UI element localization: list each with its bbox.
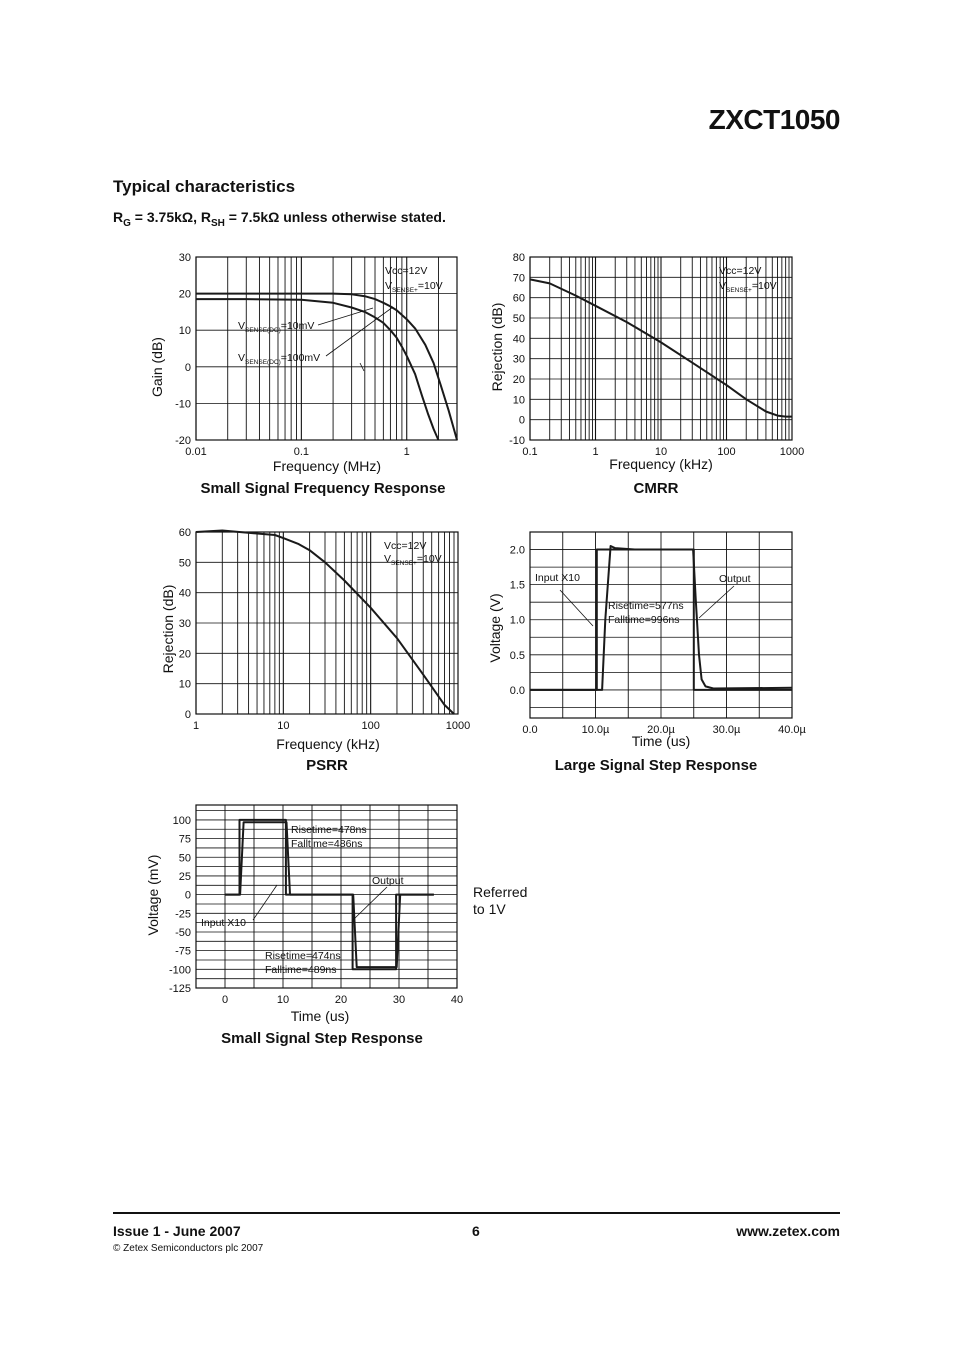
ann-rise2: Risetime=474ns [265,950,341,962]
y-axis-label: Voltage (mV) [145,854,161,936]
x-tick-label-0: 0.01 [185,446,207,458]
footer-website-link[interactable]: www.zetex.com [736,1223,840,1239]
chart-large-signal-step-response [480,520,820,780]
x-tick-label-0: 0.1 [522,446,538,458]
y-tick-label-0: 100 [172,814,191,827]
ann-c1-val: =10mV [280,320,315,332]
ann-vsense [385,280,443,294]
page-number: 6 [472,1223,480,1239]
ann-output: Output [719,573,751,585]
x-axis-label: Frequency (kHz) [276,736,380,752]
ann-vsense [384,553,442,567]
x-tick-label-1: 10 [277,720,290,732]
y-tick-label-7: 10 [512,394,525,407]
y-tick-label-9: -10 [509,435,525,447]
ann-fall2: Falltime=489ns [265,964,337,976]
ann-v: V [719,280,727,292]
ann-input: Input X10 [201,917,246,929]
ann-rise1: Risetime=478ns [291,824,367,836]
y-tick-label-3: 0 [184,361,191,374]
y-tick-label-4: 0 [184,889,191,902]
x-tick-label-4: 40.0µ [778,724,806,736]
y-tick-label-5: -25 [175,908,191,921]
chart-title: Large Signal Step Response [554,757,758,774]
x-tick-label-1: 1 [592,446,599,458]
referred-line-2: to 1V [473,901,506,917]
chart-title: CMRR [633,480,679,497]
x-tick-label-2: 100 [361,720,380,732]
x-tick-label-2: 20.0µ [647,724,675,736]
ann-v-sub: SENSE+ [726,287,752,294]
ann-v-val: =10V [417,280,443,292]
y-tick-label-0: 30 [178,252,191,264]
y-axis-label: Voltage (V) [487,593,503,663]
chart-cmrr [480,245,820,505]
y-tick-label-8: 0 [518,414,525,427]
y-tick-label-9: -125 [168,983,191,995]
y-tick-label-1: 70 [512,272,525,285]
ann-v: V [385,280,393,292]
y-tick-label-4: 40 [512,333,525,346]
y-tick-label-0: 80 [512,252,525,264]
ann-c2-sub: SENSE(DC) [245,359,281,366]
cond-rg: R [113,209,124,225]
ann-v-val: =10V [416,553,442,565]
y-tick-label-2: 40 [178,587,191,600]
cond-rg-sub: G [123,217,131,229]
chart-title: Small Signal Frequency Response [200,480,446,497]
ann-c1-v: V [238,320,246,332]
leader-input [253,885,277,920]
y-tick-label-2: 50 [178,852,191,865]
section-title: Typical characteristics [113,177,296,196]
ann-c2-val: =100mV [280,352,321,364]
y-tick-label-3: 25 [178,870,191,883]
y-tick-label-5: 30 [512,353,525,366]
x-tick-label-4: 40 [450,994,464,1006]
x-tick-label-2: 1 [403,446,410,458]
ann-rise: Risetime=577ns [608,600,684,612]
ann-vcc: Vcc=12V [385,265,428,277]
ann-vcc: Vcc=12V [384,540,427,552]
ann-fall: Falltime=996ns [608,614,680,626]
leader-input [560,590,593,626]
ann-fall1: Falltime=486ns [291,838,363,850]
x-tick-label-3: 100 [717,446,736,458]
y-tick-label-4: 0.0 [509,684,525,697]
document-title: ZXCT1050 [708,104,840,135]
y-tick-label-2: 60 [512,292,525,305]
y-tick-label-1: 50 [178,557,191,570]
x-tick-label-2: 10 [654,446,668,458]
y-tick-label-0: 60 [178,527,191,539]
x-tick-label-3: 1000 [445,720,471,732]
x-axis-label: Time (us) [631,733,691,749]
chart-title: Small Signal Step Response [221,1030,423,1047]
y-tick-label-7: -75 [175,945,191,958]
cond-rsh-sub: SH [211,217,225,229]
annotations [719,265,777,294]
y-tick-label-3: 30 [178,618,191,630]
ann-curve2 [238,352,320,366]
x-tick-label-3: 30 [392,994,406,1006]
y-tick-label-3: 0.5 [509,649,525,662]
y-tick-label-3: 50 [512,313,525,325]
chart-small-signal-step-response [140,795,480,1055]
y-tick-label-0: 2.0 [509,544,525,557]
cond-mid: = 3.75kΩ, R [130,209,212,225]
ann-input: Input X10 [535,572,580,584]
x-tick-label-4: 1000 [779,446,805,458]
y-tick-label-4: 20 [178,648,191,661]
x-tick-label-0: 1 [192,720,200,732]
ann-v-sub: SENSE+ [391,560,417,567]
y-tick-label-1: 20 [178,288,191,301]
annotations [201,824,404,976]
ann-vcc: Vcc=12V [719,265,762,277]
annotations [384,540,442,567]
ann-curve1 [238,320,314,334]
footer-copyright: © Zetex Semiconductors plc 2007 [113,1243,264,1254]
y-tick-label-6: 0 [184,709,191,721]
x-tick-label-2: 20 [334,994,348,1006]
y-tick-label-8: -100 [168,964,191,977]
y-tick-label-4: -10 [175,398,191,411]
annotations [238,265,443,371]
ann-v-sub: SENSE+ [392,287,418,294]
x-axis-label: Frequency (kHz) [609,456,713,472]
x-tick-label-0: 0 [221,994,229,1006]
y-tick-label-6: 20 [512,374,525,386]
y-axis-label: Rejection (dB) [160,584,176,674]
ann-c2-v: V [238,352,246,364]
y-tick-label-1: 75 [178,833,191,846]
x-tick-label-0: 0.0 [522,724,538,736]
ann-v-val: =10V [751,280,777,292]
test-conditions [113,209,446,229]
footer-issue: Issue 1 - June 2007 [113,1223,241,1239]
y-axis-label: Rejection (dB) [489,302,505,392]
x-tick-label-3: 30.0µ [712,724,741,736]
x-axis-label: Time (us) [290,1008,350,1024]
referred-note [473,884,527,918]
x-tick-label-1: 10.0µ [581,724,610,736]
ann-vsense [719,280,777,294]
ann-c1-sub: SENSE(DC) [245,327,281,334]
y-axis-label: Gain (dB) [149,337,165,397]
footer-divider [113,1212,840,1214]
chart-psrr [140,520,480,780]
y-tick-label-2: 1.0 [509,614,525,627]
x-tick-label-1: 0.1 [293,446,310,458]
y-tick-label-2: 10 [178,325,191,338]
y-tick-label-5: -20 [175,435,191,447]
y-tick-label-1: 1.5 [509,579,525,592]
y-tick-label-6: -50 [175,926,191,939]
x-tick-label-1: 10 [276,994,290,1006]
annotations [535,572,751,626]
ann-output: Output [372,875,404,887]
ann-v: V [384,553,392,565]
chart-small-signal-frequency-response [140,245,480,505]
chart-title: PSRR [306,757,348,774]
x-axis-label: Frequency (MHz) [272,458,382,474]
referred-line-1: Referred [473,884,528,900]
y-tick-label-5: 10 [178,678,191,691]
cond-end: = 7.5kΩ unless otherwise stated. [224,209,446,225]
